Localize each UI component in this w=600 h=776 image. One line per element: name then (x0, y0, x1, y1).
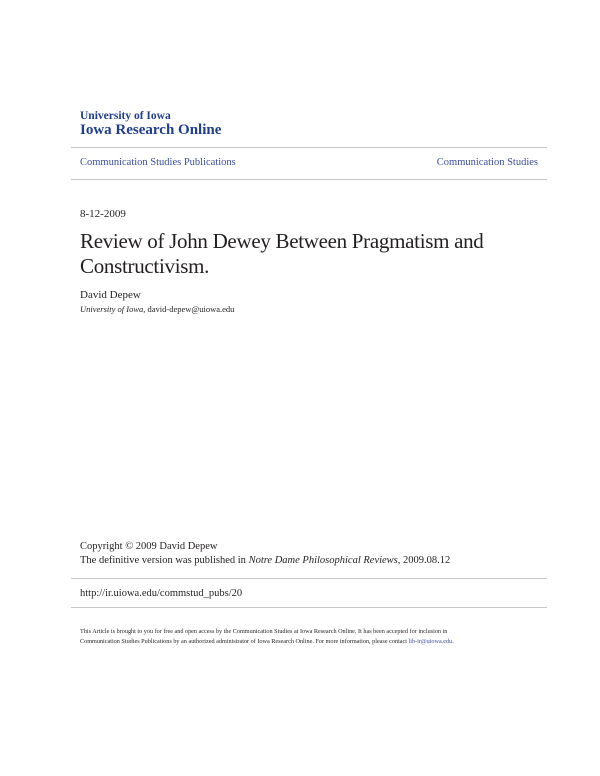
definitive-suffix: , 2009.08.12 (397, 555, 451, 566)
author-name: David Depew (80, 289, 141, 301)
department-link[interactable]: Communication Studies (436, 157, 538, 168)
definitive-version-note (80, 555, 450, 566)
affiliation-name: University of Iowa (80, 304, 144, 314)
access-statement-line2 (80, 637, 530, 647)
publication-date: 8-12-2009 (80, 208, 126, 220)
url-top-rule (71, 578, 547, 579)
definitive-prefix: The definitive version was published in (80, 555, 249, 566)
journal-name: Notre Dame Philosophical Reviews (248, 555, 398, 566)
article-title: Review of John Dewey Between Pragmatism and Constructivism. (80, 229, 484, 278)
header-bottom-rule (71, 179, 547, 180)
access-statement-text: Communication Studies Publications by an authorized administrator of Iowa Research Online. For more information, please contact (80, 638, 409, 645)
university-name: University of Iowa (80, 110, 171, 122)
permalink[interactable]: http://ir.uiowa.edu/commstud_pubs/20 (80, 588, 243, 599)
url-bottom-rule (71, 607, 547, 608)
access-statement-end: . (452, 638, 454, 645)
author-email: , david-depew@uiowa.edu (143, 304, 235, 314)
copyright-notice: Copyright © 2009 David Depew (80, 541, 218, 552)
header-top-rule (71, 147, 547, 148)
access-statement-line1: This Article is brought to you for free and open access by the Communication Studies at Iowa Research Online. It has been accepted for inclusion in (80, 628, 448, 635)
contact-email-link[interactable]: lib-ir@uiowa.edu (408, 638, 453, 645)
series-link[interactable]: Communication Studies Publications (80, 157, 236, 168)
author-affiliation (80, 304, 234, 314)
repository-name[interactable]: Iowa Research Online (80, 122, 222, 138)
